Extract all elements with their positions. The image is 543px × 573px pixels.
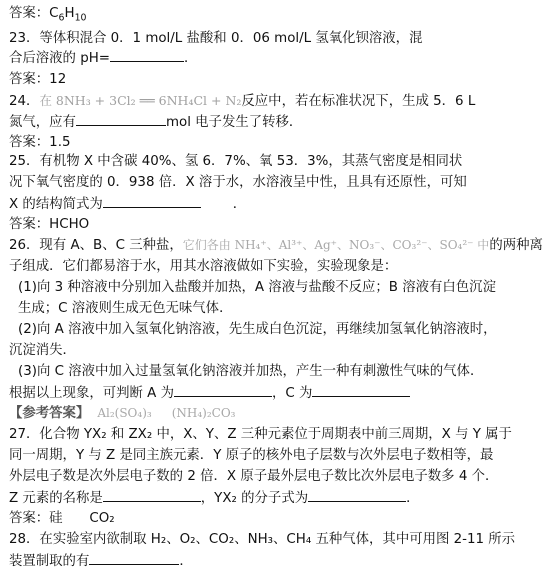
question-26-step-1-cont: 生成；C 溶液则生成无色无味气体． <box>18 301 233 316</box>
question-24-line-1: 24．在 8NH₃ + 3Cl₂ ══ 6NH₄Cl + N₂反应中，若在标准状况下，生成 5．6 L <box>9 93 476 109</box>
question-25-line-1: 25．有机物 X 中含碳 40%、氢 6．7%、氧 53．3%，其蒸气密度是相同状 <box>9 154 463 169</box>
answer-24: 答案：1.5 <box>9 135 71 150</box>
reference-answer-tag: 【参考答案】 <box>9 406 90 421</box>
question-27-line-2: 同一周期，Y 与 Z 是同主族元素．Y 原子的核外电子层数与次外层电子数相等，最 <box>9 448 494 463</box>
question-27-line-1: 27．化合物 YX₂ 和 ZX₂ 中，X、Y、Z 三种元素位于周期表中前三周期，X 与 Y 属于 <box>9 427 512 442</box>
answer-blank-c <box>312 384 410 397</box>
question-28-line-1: 28．在实验室内欲制取 H₂、O₂、CO₂、NH₃、CH₄ 五种气体，其中可用图 2-11 所示 <box>9 532 516 547</box>
question-26-line-2: 子组成．它们都易溶于水，用其水溶液做如下实验，实验现象是： <box>9 259 398 274</box>
question-26-conclusion: 根据以上现象，可判断 A 为 ，C 为 <box>9 384 410 402</box>
answer-blank <box>103 195 201 208</box>
answer-blank <box>89 552 179 565</box>
answer-27: 答案：硅 CO₂ <box>9 511 115 526</box>
question-23-line-2: 合后溶液的 pH= ． <box>9 51 198 66</box>
answer-25: 答案：HCHO <box>9 217 90 232</box>
question-24-line-2: 氮气，应有 mol 电子发生了转移． <box>9 115 303 130</box>
answer-22: 答案：$C_6H_{10}$ <box>9 6 87 24</box>
question-27-line-3: 外层电子数是次外层电子数的 2 倍．X 原子最外层电子数比次外层电子数多 4 个． <box>9 469 499 484</box>
reference-answer-26: 【参考答案】 Al₂(SO₄)₃ (NH₄)₂CO₃ <box>9 406 236 421</box>
question-26-step-1: (1)向 3 种溶液中分别加入盐酸并加热，A 溶液与盐酸不反应；B 溶液有白色沉淀 <box>18 280 496 295</box>
answer-blank <box>103 489 201 502</box>
question-26-step-3: (3)向 C 溶液中加入过量氢氧化钠溶液并加热，产生一种有刺激性气味的气体． <box>18 364 484 379</box>
question-26-line-1: 26．现有 A、B、C 三种盐，它们各由 NH₄⁺、Al³⁺、Ag⁺、NO₃⁻、CO₃²⁻、SO₄²⁻ 中的两种离 <box>9 238 543 253</box>
answer-23: 答案：12 <box>9 72 67 87</box>
question-23-line-1: 23．等体积混合 0．1 mol/L 盐酸和 0．06 mol/L 氢氧化钡溶液，混 <box>9 31 423 46</box>
question-26-step-2-cont: 沉淀消失． <box>9 343 76 358</box>
question-28-line-2: 装置制取的有 ． <box>9 554 193 569</box>
question-26-step-2: (2)向 A 溶液中加入氢氧化钠溶液，先生成白色沉淀，再继续加氢氧化钠溶液时， <box>18 322 497 337</box>
question-25-line-2: 况下氧气密度的 0．938 倍．X 溶于水，水溶液呈中性，且具有还原性，可知 <box>9 175 467 190</box>
answer-blank <box>308 489 406 502</box>
question-25-line-3: X 的结构简式为 ． <box>9 197 247 212</box>
reaction-equation: 在 8NH₃ + 3Cl₂ ══ 6NH₄Cl + N₂ <box>39 93 242 108</box>
answer-blank <box>76 113 166 126</box>
answer-blank <box>110 49 184 62</box>
answer-blank-a <box>174 384 272 397</box>
question-27-line-4: Z 元素的名称是 ，YX₂ 的分子式为 ． <box>9 491 420 506</box>
ion-list: 它们各由 NH₄⁺、Al³⁺、Ag⁺、NO₃⁻、CO₃²⁻、SO₄²⁻ 中 <box>182 238 490 252</box>
